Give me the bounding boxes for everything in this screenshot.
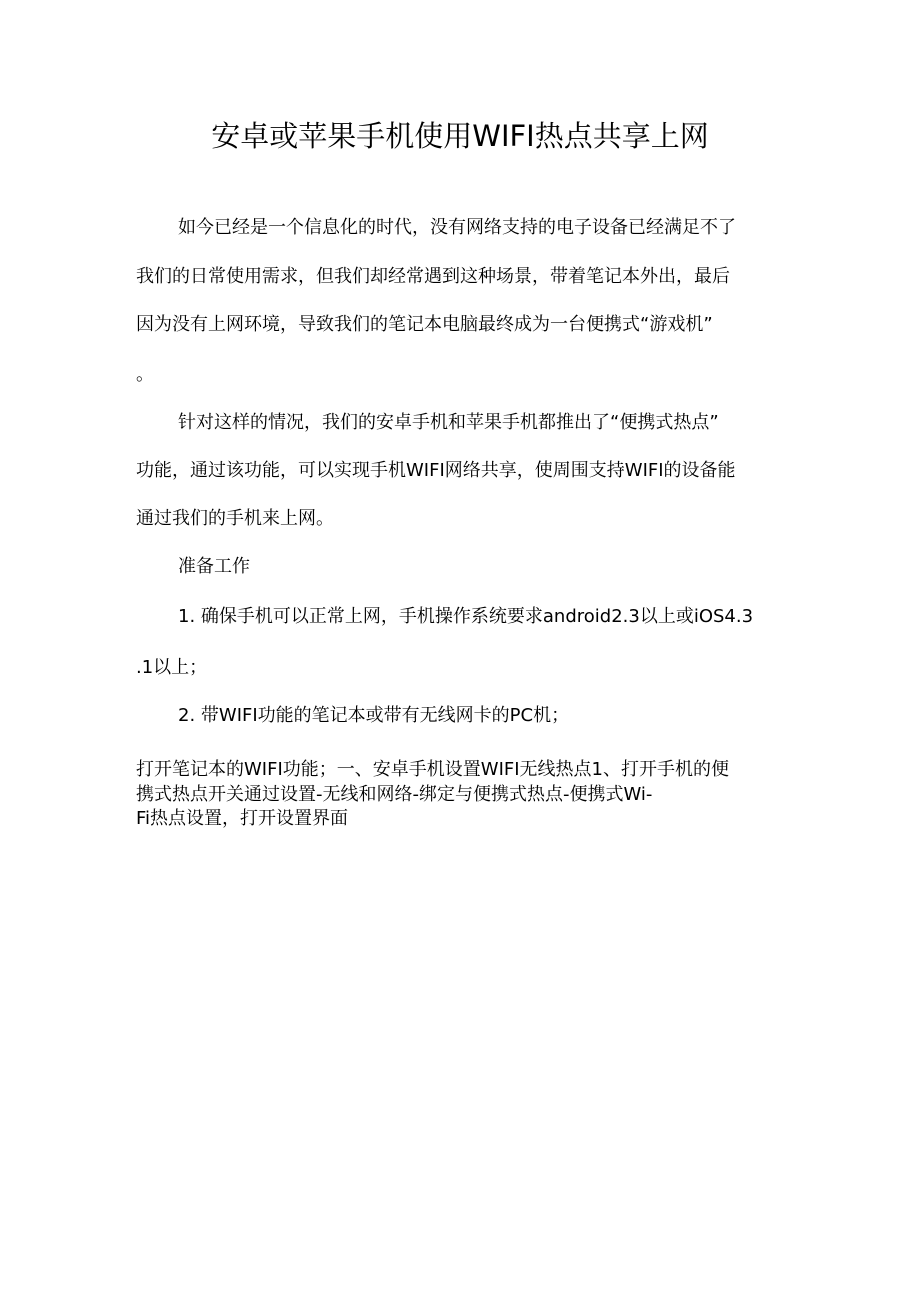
paragraph-line: 通过我们的手机来上网。	[136, 508, 334, 529]
list-item: 2. 带WIFI功能的笔记本或带有无线网卡的PC机；	[178, 705, 570, 726]
paragraph-line: Fi热点设置，打开设置界面	[136, 808, 349, 829]
paragraph-line: 。	[136, 364, 154, 385]
list-item-continuation: .1以上；	[136, 657, 208, 678]
paragraph-line: 我们的日常使用需求，但我们却经常遇到这种场景，带着笔记本外出，最后	[136, 266, 730, 287]
list-item: 1. 确保手机可以正常上网，手机操作系统要求android2.3以上或iOS4.3	[178, 606, 754, 627]
paragraph-line: 功能，通过该功能，可以实现手机WIFI网络共享，使周围支持WIFI的设备能	[136, 460, 736, 481]
section-heading: 准备工作	[178, 556, 250, 577]
paragraph-line: 携式热点开关通过设置-无线和网络-绑定与便携式热点-便携式Wi-	[136, 784, 653, 805]
paragraph-line: 打开笔记本的WIFI功能；一、安卓手机设置WIFI无线热点1、打开手机的便	[136, 759, 729, 780]
paragraph-line: 如今已经是一个信息化的时代，没有网络支持的电子设备已经满足不了	[178, 217, 736, 238]
paragraph-line: 因为没有上网环境，导致我们的笔记本电脑最终成为一台便携式“游戏机”	[136, 314, 713, 335]
document-title: 安卓或苹果手机使用WIFI热点共享上网	[211, 119, 709, 153]
paragraph-line: 针对这样的情况，我们的安卓手机和苹果手机都推出了“便携式热点”	[178, 412, 719, 433]
